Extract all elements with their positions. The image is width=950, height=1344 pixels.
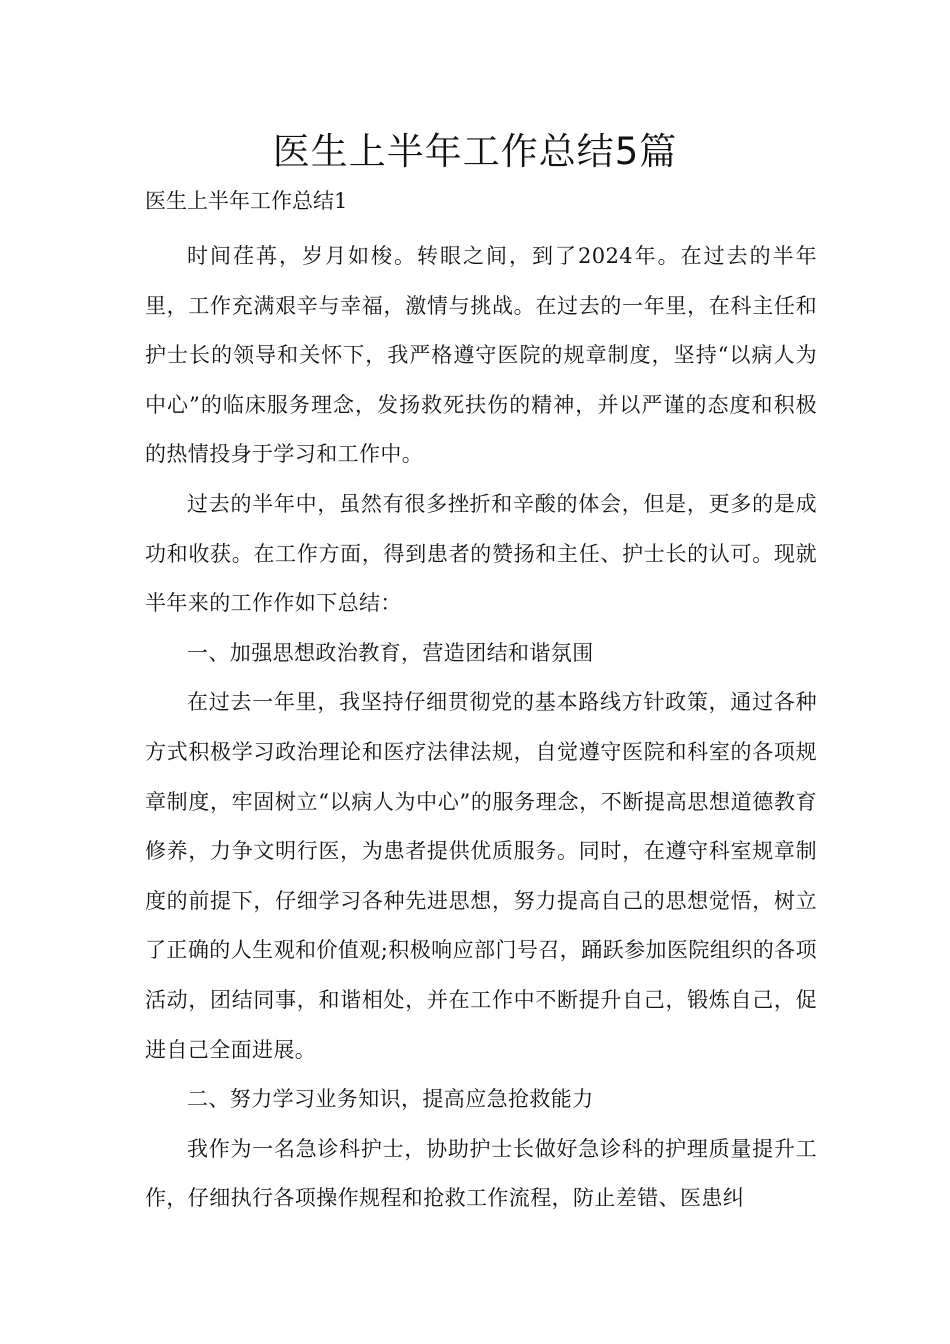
document-body [145, 232, 817, 1224]
paragraph-summary: 过去的半年中，虽然有很多挫折和辛酸的体会，但是，更多的是成功和收获。在工作方面，得到患者的赞扬和主任、护士长的认可。现就半年来的工作作如下总结： [145, 491, 817, 616]
paragraph-intro: 时间荏苒，岁月如梭。转眼之间，到了2024年。在过去的半年里，工作充满艰辛与幸福，激情与挑战。在过去的一年里，在科主任和护士长的领导和关怀下，我严格遵守医院的规章制度，坚持“以病人为中心”的临床服务理念，发扬救死扶伤的精神，并以严谨的态度和积极的热情投身于学习和工作中。 [145, 244, 817, 467]
section-heading-2: 二、努力学习业务知识，提高应急抢救能力 [187, 1087, 594, 1112]
paragraph-section-1: 在过去一年里，我坚持仔细贯彻党的基本路线方针政策，通过各种方式积极学习政治理论和医疗法律法规，自觉遵守医院和科室的各项规章制度，牢固树立“以病人为中心”的服务理念，不断提高思想道德教育修养，力争文明行医，为患者提供优质服务。同时，在遵守科室规章制度的前提下，仔细学习各种先进思想，努力提高自己的思想觉悟，树立了正确的人生观和价值观;积极响应部门号召，踊跃参加医院组织的各项活动，团结同事，和谐相处，并在工作中不断提升自己，锻炼自己，促进自己全面进展。 [145, 690, 817, 1062]
paragraph-section-2: 我作为一名急诊科护士，协助护士长做好急诊科的护理质量提升工作，仔细执行各项操作规程和抢救工作流程，防止差错、医患纠 [145, 1136, 817, 1211]
section-heading-1: 一、加强思想政治教育，营造团结和谐氛围 [187, 640, 594, 665]
document-title: 医生上半年工作总结5篇 [272, 130, 678, 173]
document-subtitle: 医生上半年工作总结1 [145, 189, 348, 213]
